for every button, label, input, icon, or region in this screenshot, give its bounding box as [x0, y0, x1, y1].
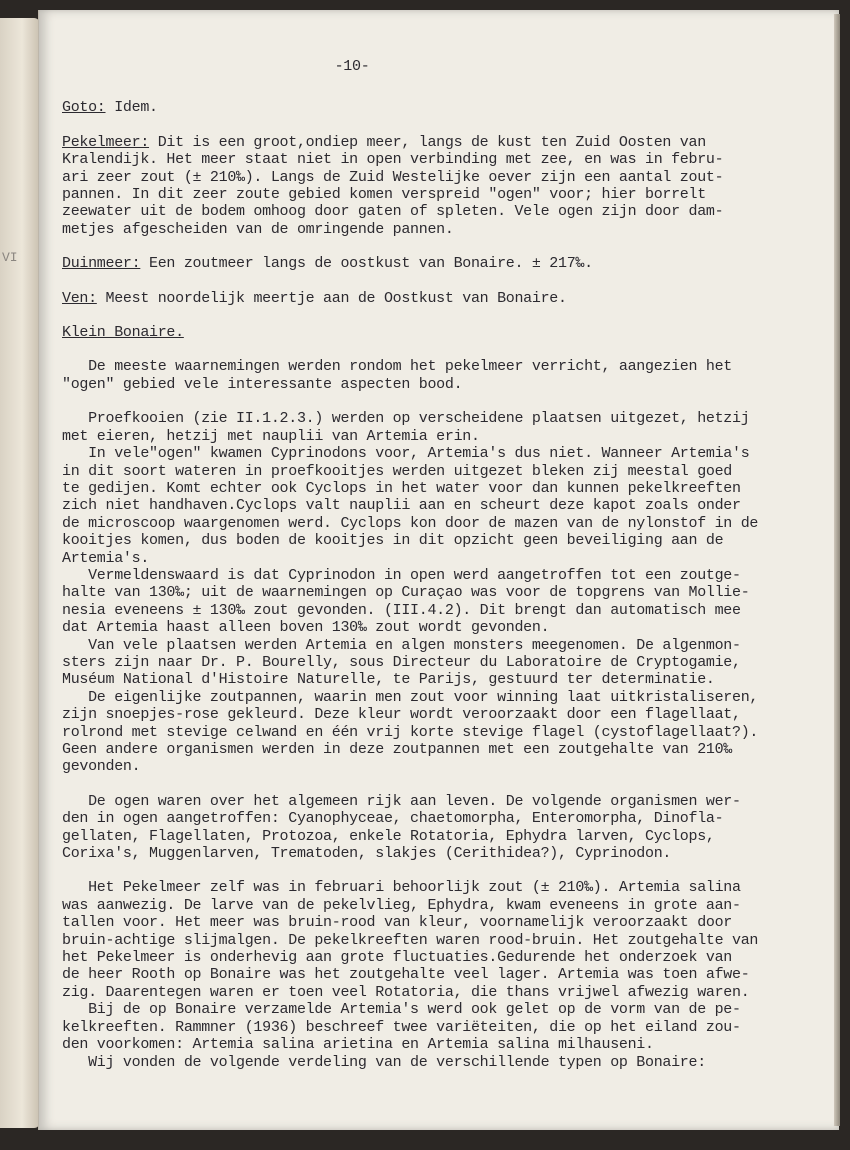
facing-page-edge: [0, 18, 40, 1128]
paragraph-block: [62, 879, 822, 1070]
facing-page-margin-mark: VI: [2, 250, 18, 265]
text-line: de microscoop waargenomen werd. Cyclops kon door de mazen van de nylonstof in de: [62, 514, 759, 532]
text-line: Kralendijk. Het meer staat niet in open verbinding met zee, en was in febru-: [62, 151, 724, 169]
text-line: kooitjes komen, dus boden de kooitjes in dit opzicht geen beveiliging aan de: [62, 532, 724, 550]
text-line: kelkreeften. Rammner (1936) beschreef twee variëteiten, die op het eiland zou-: [62, 1018, 741, 1036]
paragraph-block: [62, 410, 822, 776]
section-heading: Klein Bonaire.: [62, 324, 184, 342]
text-line: de heer Rooth op Bonaire was het zoutgehalte veel lager. Artemia was toen afwe-: [62, 966, 750, 984]
section-heading: Duinmeer:: [62, 255, 141, 273]
text-line: den voorkomen: Artemia salina arietina en Artemia salina milhauseni.: [62, 1036, 654, 1054]
text-line: sters zijn naar Dr. P. Bourelly, sous Directeur du Laboratoire de Cryptogamie,: [62, 653, 741, 671]
text-line: Muséum National d'Histoire Naturelle, te Parijs, gestuurd ter determinatie.: [62, 671, 715, 689]
body-paragraphs: [62, 358, 822, 1070]
text-line: Corixa's, Muggenlarven, Trematoden, slakjes (Cerithidea?), Cyprinodon.: [62, 845, 672, 863]
text-line: nesia eveneens ± 130‰ zout gevonden. (III.4.2). Dit brengt dan automatisch mee: [62, 601, 741, 619]
section-heading: Goto:: [62, 99, 106, 117]
typewritten-text: [62, 44, 822, 1071]
text-line: De ogen waren over het algemeen rijk aan leven. De volgende organismen wer-: [62, 792, 741, 810]
section-heading: Pekelmeer:: [62, 133, 150, 151]
location-sections: [62, 99, 822, 358]
text-line: het Pekelmeer is onderhevig aan grote fluctuaties.Gedurende het onderzoek van: [62, 949, 733, 967]
text-line: in dit soort wateren in proefkooitjes werden uitgezet bleken zij meestal goed: [62, 462, 733, 480]
section-first-line: Ven: Meest noordelijk meertje aan de Oostkust van Bonaire.: [62, 289, 567, 307]
text-line: Van vele plaatsen werden Artemia en algen monsters meegenomen. De algenmon-: [62, 636, 741, 654]
section-heading: Ven:: [62, 289, 97, 307]
section-ven: [62, 290, 822, 307]
text-line: "ogen" gebied vele interessante aspecten bood.: [62, 375, 463, 393]
text-line: gellaten, Flagellaten, Protozoa, enkele Rotatoria, Ephydra larven, Cyclops,: [62, 827, 715, 845]
section-duinmeer: [62, 255, 822, 272]
text-line: te gedijen. Komt echter ook Cyclops in het water voor dan kunnen pekelkreeften: [62, 479, 741, 497]
text-line: Proefkooien (zie II.1.2.3.) werden op verscheidene plaatsen uitgezet, hetzij: [62, 410, 750, 428]
text-line: tallen voor. Het meer was bruin-rood van kleur, voornamelijk veroorzaakt door: [62, 914, 733, 932]
text-line: den in ogen aangetroffen: Cyanophyceae, chaetomorpha, Enteromorpha, Dinofla-: [62, 810, 724, 828]
text-line: zeewater uit de bodem omhoog door gaten of spleten. Vele ogen zijn door dam-: [62, 203, 724, 221]
text-line: Geen andere organismen werden in deze zoutpannen met een zoutgehalte van 210‰: [62, 741, 733, 758]
section-first-line: Goto: Idem.: [62, 99, 158, 117]
text-line: gevonden.: [62, 758, 141, 776]
page-number: -10-: [334, 58, 370, 75]
text-line: was aanwezig. De larve van de pekelvlieg, Ephydra, kwam eveneens in grote aan-: [62, 896, 741, 914]
text-line: Bij de op Bonaire verzamelde Artemia's werd ook gelet op de vorm van de pe-: [62, 1001, 741, 1019]
text-line: Het Pekelmeer zelf was in februari behoorlijk zout (± 210‰). Artemia salina: [62, 879, 741, 897]
paragraph-block: [62, 793, 822, 863]
text-line: metjes afgescheiden van de omringende pannen.: [62, 220, 454, 238]
section-first-line: Duinmeer: Een zoutmeer langs de oostkust van Bonaire. ± 217‰.: [62, 255, 593, 273]
section-klein-bonaire: [62, 324, 822, 341]
paragraph-block: [62, 358, 822, 393]
text-line: In vele"ogen" kwamen Cyprinodons voor, Artemia's dus niet. Wanneer Artemia's: [62, 445, 750, 463]
text-line: zijn snoepjes-rose gekleurd. Deze kleur wordt veroorzaakt door een flagellaat,: [62, 706, 741, 724]
section-pekelmeer: [62, 134, 822, 238]
section-first-line: [62, 324, 822, 341]
section-first-line: Pekelmeer: Dit is een groot,ondiep meer, langs de kust ten Zuid Oosten van: [62, 133, 706, 151]
text-line: zich niet handhaven.Cyclops valt nauplii aan en scheurt deze kapot zoals onder: [62, 497, 741, 515]
text-line: Vermeldenswaard is dat Cyprinodon in open werd aangetroffen tot een zoutge-: [62, 566, 741, 584]
text-line: De meeste waarnemingen werden rondom het pekelmeer verricht, aangezien het: [62, 358, 733, 376]
text-line: De eigenlijke zoutpannen, waarin men zout voor winning laat uitkristaliseren,: [62, 688, 759, 706]
text-line: Wij vonden de volgende verdeling van de verschillende typen op Bonaire:: [62, 1053, 706, 1071]
text-line: zig. Daarentegen waren er toen veel Rotatoria, die thans vrijwel afwezig waren.: [62, 983, 750, 1001]
text-line: Artemia's.: [62, 549, 150, 567]
page-edge-shadow: [834, 14, 840, 1126]
section-goto: [62, 99, 822, 116]
text-line: halte van 130‰; uit de waarnemingen op Curaçao was voor de topgrens van Mollie-: [62, 584, 750, 602]
text-line: pannen. In dit zeer zoute gebied komen verspreid "ogen" voor; hier borrelt: [62, 186, 706, 204]
text-line: ari zeer zout (± 210‰). Langs de Zuid Westelijke oever zijn een aantal zout-: [62, 168, 724, 186]
text-line: bruin-achtige slijmalgen. De pekelkreeften waren rood-bruin. Het zoutgehalte van: [62, 931, 759, 949]
text-line: rolrond met stevige celwand en één vrij korte stevige flagel (cystoflagellaat?).: [62, 723, 759, 741]
text-line: dat Artemia haast alleen boven 130‰ zout wordt gevonden.: [62, 619, 550, 637]
text-line: met eieren, hetzij met nauplii van Artemia erin.: [62, 427, 480, 445]
